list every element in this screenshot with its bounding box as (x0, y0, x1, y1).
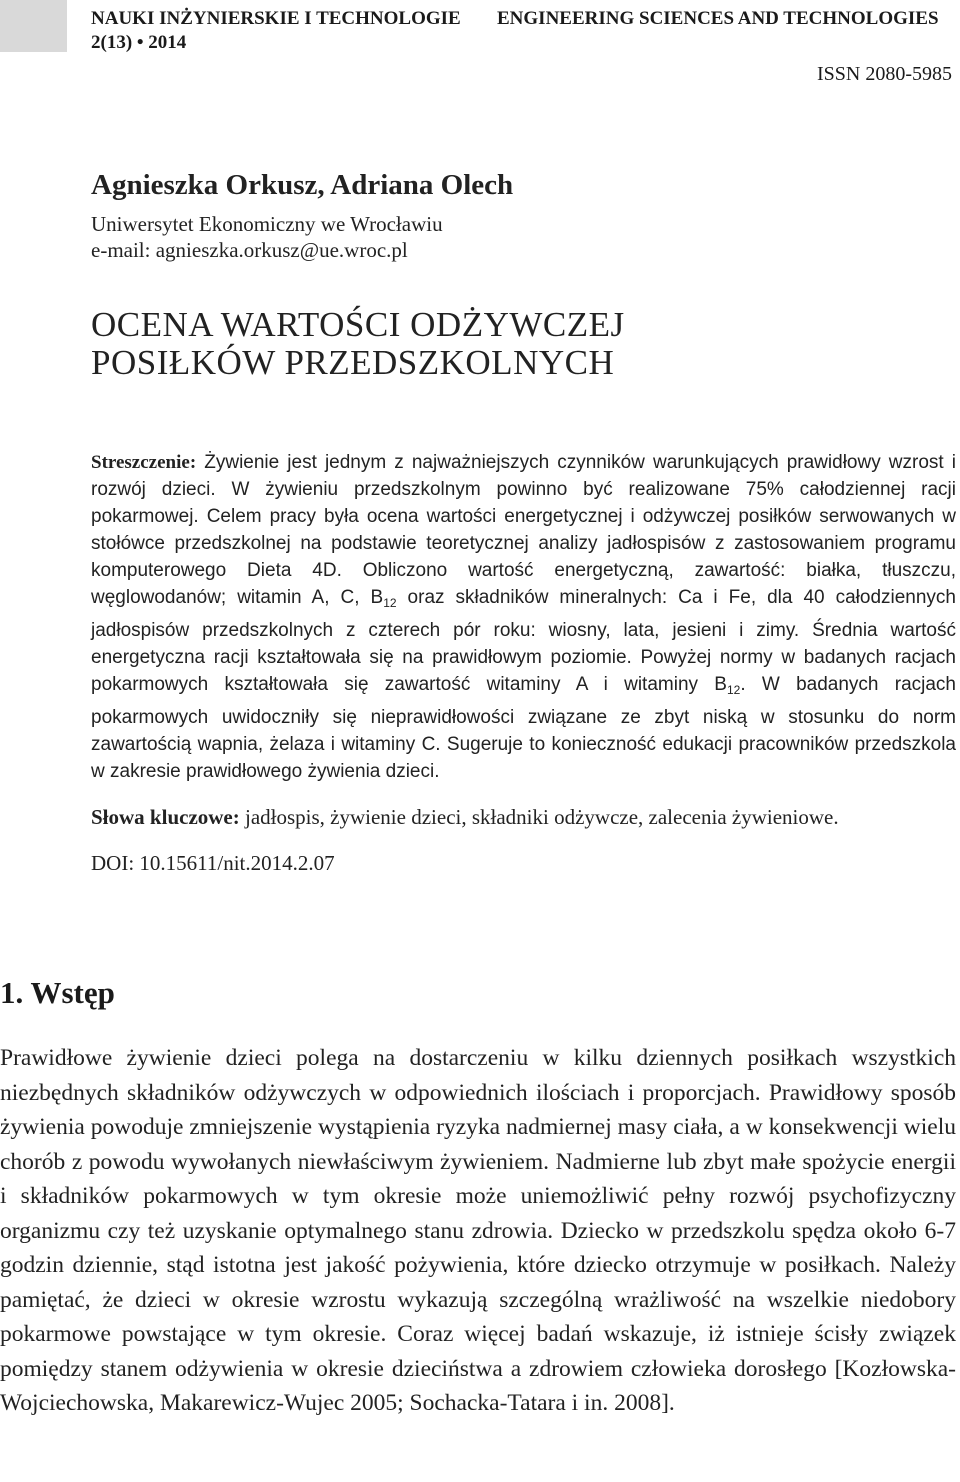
paper-title (91, 306, 625, 382)
title-line-2: POSIŁKÓW PRZEDSZKOLNYCH (91, 343, 615, 382)
keywords-label: Słowa kluczowe: (91, 805, 240, 829)
journal-name-pl: NAUKI INŻYNIERSKIE I TECHNOLOGIE (91, 8, 461, 29)
issn: ISSN 2080-5985 (816, 63, 952, 85)
affiliation: Uniwersytet Ekonomiczny we Wrocławiu (91, 212, 443, 236)
header-gray-block (0, 0, 67, 52)
abstract-text-1: Żywienie jest jednym z najważniejszych czynników warunkujących prawidłowy wzrost i rozwój dzieci. W żywieniu przedszkolnym powinno być realizowane 75% całodziennej racji pokarmowej. Celem pracy była ocena wartości energetycznej i odżywczej posiłków serwowanych w stołówce przedszkolnej na podstawie teoretycznej analizy jadłospisów z zastosowaniem programu komputerowego Dieta 4D. Obliczono wartość energetyczną, zawartość: białka, tłuszczu, węglowodanów; witamin A, C, B (91, 452, 956, 608)
abstract-text-3: . W badanych racjach pokarmowych uwidoczniły się nieprawidłowości związane ze zbyt niską w stosunku do norm zawartością wapnia, żelaza i witaminy C. Sugeruje to konieczność edukacji pracowników przedszkola w zakresie prawidłowego żywienia dzieci. (91, 674, 957, 782)
body-paragraph: Prawidłowe żywienie dzieci polega na dostarczeniu w kilku dziennych posiłkach wszystkich niezbędnych składników odżywczych w odpowiednich ilościach i proporcjach. Prawidłowy sposób żywienia powoduje zmniejszenie wystąpienia ryzyka nadmiernej masy ciała, a w konsekwencji wielu chorób z powodu wywołanych niewłaściwym żywieniem. Nadmierne lub zbyt małe spożycie energii i składników pokarmowych w tym okresie może uniemożliwić pełny rozwój psychofizyczny organizmu czy też uzyskanie optymalnego stanu zdrowia. Dziecko w przedszkolu spędza około 6-7 godzin dziennie, stąd istotna jest jakość pożywienia, które dziecko otrzymuje w posiłkach. Należy pamiętać, że dzieci w okresie wzrostu wykazują szczególną wrażliwość na wszelkie niedobory pokarmowe powstające w tym okresie. Coraz więcej badań wskazuje, iż istnieje ścisły związek pomiędzy stanem odżywienia w okresie dzieciństwa a zdrowiem człowieka dorosłego [Kozłowska-Wojciechowska, Makarewicz-Wujec 2005; Sochacka-Tatara i in. 2008]. (0, 1045, 956, 1416)
abstract-label: Streszczenie: (91, 452, 197, 473)
abstract-subscript-1: 12 (383, 596, 397, 610)
journal-name-en: ENGINEERING SCIENCES AND TECHNOLOGIES (497, 8, 939, 29)
affiliation-block (91, 211, 443, 263)
journal-issue: 2(13) • 2014 (91, 32, 187, 53)
authors: Agnieszka Orkusz, Adriana Olech (91, 169, 514, 201)
keywords-text: jadłospis, żywienie dzieci, składniki odżywcze, zalecenia żywieniowe. (239, 805, 839, 829)
email: e-mail: agnieszka.orkusz@ue.wroc.pl (91, 238, 408, 262)
abstract-subscript-2: 12 (726, 683, 741, 697)
journal-header-left (91, 7, 461, 55)
doi: DOI: 10.15611/nit.2014.2.07 (91, 851, 335, 875)
abstract-text-2: oraz składników mineralnych: Ca i Fe, dla 40 całodziennych jadłospisów przedszkolnych z czterech pór roku: wiosny, lata, jesieni i zimy. Średnia wartość energetyczna racji kształtowała się na prawidłowym poziomie. Powyżej normy w badanych racjach pokarmowych kształtowała się zawartość witaminy A i witaminy B (91, 587, 956, 695)
abstract (91, 449, 956, 785)
section-title: 1. Wstęp (0, 975, 115, 1010)
title-line-1: OCENA WARTOŚCI ODŻYWCZEJ (91, 305, 625, 344)
keywords (91, 805, 839, 830)
